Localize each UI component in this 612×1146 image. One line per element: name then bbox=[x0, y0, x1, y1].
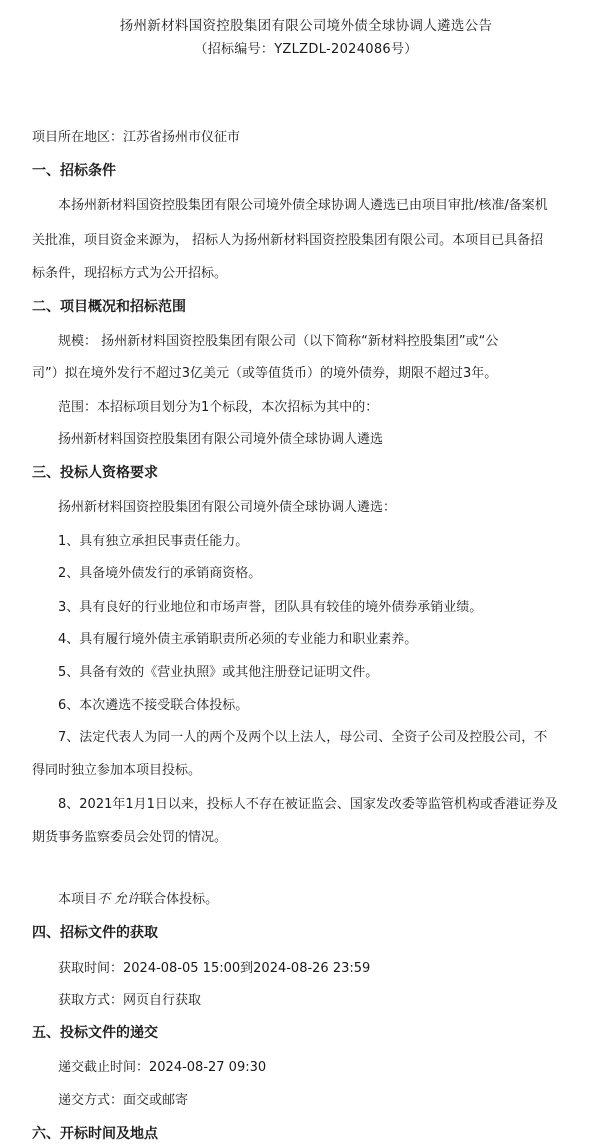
consortium-note bbox=[58, 888, 218, 907]
requirement-item: 8、2021年1月1日以来，投标人不存在被证监会、国家发改委等监管机构或香港证券及 bbox=[58, 797, 558, 812]
submission-method: 递交方式：面交或邮寄 bbox=[58, 1093, 189, 1108]
section-1-text-line: 本扬州新材料国资控股集团有限公司境外债全球协调人遴选已由项目审批/核准/备案机 bbox=[58, 198, 548, 213]
section-5-heading: 五、投标文件的递交 bbox=[32, 1025, 158, 1041]
requirement-item: 3、具有良好的行业地位和市场声誉，团队具有较佳的境外债券承销业绩。 bbox=[58, 600, 483, 615]
requirement-item: 5、具备有效的《营业执照》或其他注册登记证明文件。 bbox=[58, 665, 379, 680]
requirement-item: 1、具有独立承担民事责任能力。 bbox=[58, 534, 249, 549]
requirement-item-continued: 得同时独立参加本项目投标。 bbox=[32, 763, 202, 778]
page-title: 扬州新材料国资控股集团有限公司境外债全球协调人遴选公告 bbox=[119, 18, 493, 34]
lot-name: 扬州新材料国资控股集团有限公司境外债全球协调人遴选 bbox=[58, 432, 384, 447]
scope-text: 范围：本招标项目划分为1个标段，本次招标为其中的： bbox=[58, 400, 379, 415]
section-1-text-line: 关批准，项目资金来源为， 招标人为扬州新材料国资控股集团有限公司。本项目已具备招 bbox=[32, 233, 544, 248]
acquire-time: 获取时间：2024-08-05 15:00到2024-08-26 23:59 bbox=[58, 961, 371, 976]
acquire-method: 获取方式：网页自行获取 bbox=[58, 993, 202, 1008]
project-location: 项目所在地区：江苏省扬州市仪征市 bbox=[32, 130, 241, 145]
consortium-note-suffix: 联合体投标。 bbox=[140, 892, 219, 907]
section-2-heading: 二、项目概况和招标范围 bbox=[32, 299, 186, 315]
qualification-intro: 扬州新材料国资控股集团有限公司境外债全球协调人遴选： bbox=[58, 500, 397, 515]
section-3-heading: 三、投标人资格要求 bbox=[32, 465, 158, 481]
tender-number: （招标编号：YZLZDL-2024086号） bbox=[194, 42, 418, 57]
requirement-item: 4、具有履行境外债主承销职责所必须的专业能力和职业素养。 bbox=[58, 632, 418, 647]
consortium-note-emphasis: 不 允许 bbox=[97, 892, 141, 907]
section-1-text-line: 标条件，现招标方式为公开招标。 bbox=[32, 266, 228, 281]
consortium-note-prefix: 本项目 bbox=[58, 892, 98, 907]
requirement-item: 6、本次遴选不接受联合体投标。 bbox=[58, 698, 249, 713]
requirement-item: 7、法定代表人为同一人的两个及两个以上法人，母公司、全资子公司及控股公司，不 bbox=[58, 730, 548, 745]
requirement-item: 2、具备境外债发行的承销商资格。 bbox=[58, 566, 262, 581]
section-4-heading: 四、招标文件的获取 bbox=[32, 925, 158, 941]
section-1-heading: 一、招标条件 bbox=[32, 163, 116, 179]
scale-text-line: 规模： 扬州新材料国资控股集团有限公司（以下简称“新材料控股集团”或“公 bbox=[58, 334, 499, 349]
requirement-item-continued: 期货事务监察委员会处罚的情况。 bbox=[32, 830, 228, 845]
section-6-heading: 六、开标时间及地点 bbox=[32, 1126, 158, 1142]
submission-deadline: 递交截止时间：2024-08-27 09:30 bbox=[58, 1060, 267, 1075]
scale-text-line: 司”）拟在境外发行不超过3亿美元（或等值货币）的境外债券，期限不超过3年。 bbox=[32, 366, 498, 381]
